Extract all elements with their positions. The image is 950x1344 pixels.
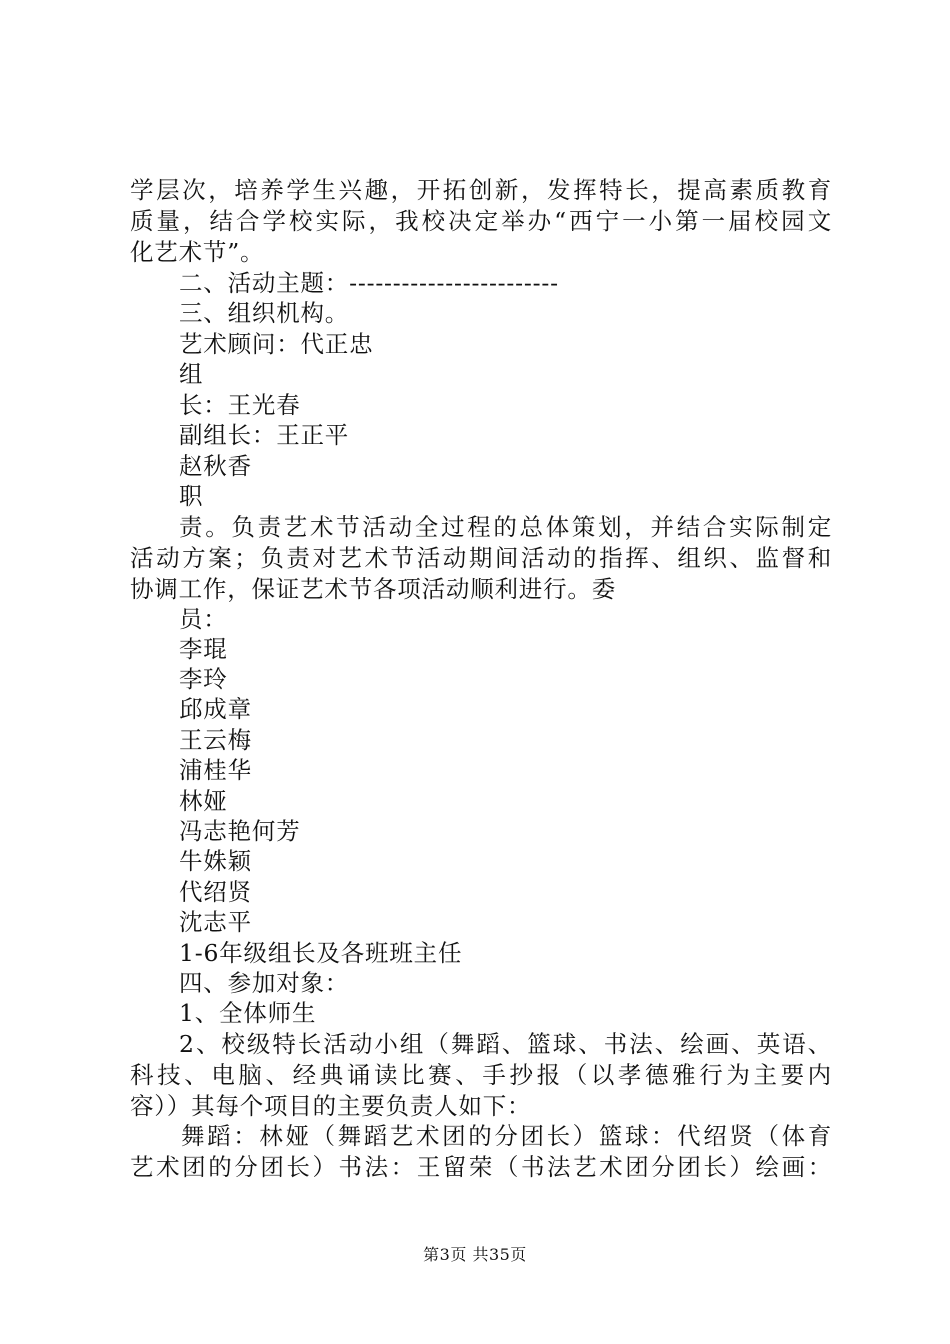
paragraph-line: 容））其每个项目的主要负责人如下： bbox=[130, 1092, 532, 1120]
page-number-footer: 第3页 共35页 bbox=[423, 1245, 527, 1264]
participant-item: 1、全体师生 bbox=[179, 999, 317, 1027]
deputy-leader-line: 副组长：王正平 bbox=[179, 421, 350, 449]
member-name: 沈志平 bbox=[179, 908, 252, 936]
member-name: 林娅 bbox=[179, 787, 228, 815]
member-name: 邱成章 bbox=[179, 695, 252, 723]
section-heading-participants: 四、参加对象： bbox=[179, 969, 350, 997]
paragraph-line: 艺术团的分团长）书法：王留荣（书法艺术团分团长）绘画： bbox=[130, 1153, 832, 1181]
paragraph-line: 化艺术节”。 bbox=[130, 238, 265, 266]
paragraph-line: 组 bbox=[179, 360, 204, 388]
member-name: 1-6年级组长及各班班主任 bbox=[179, 939, 463, 967]
paragraph-line: 学层次，培养学生兴趣，开拓创新，发挥特长，提高素质教育 bbox=[130, 176, 832, 204]
group-leader-line: 长：王光春 bbox=[179, 391, 301, 419]
member-name: 牛姝颖 bbox=[179, 847, 252, 875]
paragraph-line: 科技、电脑、经典诵读比赛、手抄报（以孝德雅行为主要内 bbox=[130, 1061, 832, 1089]
member-name: 王云梅 bbox=[179, 726, 252, 754]
name-line: 赵秋香 bbox=[179, 452, 252, 480]
duties-line: 协调工作，保证艺术节各项活动顺利进行。委 bbox=[130, 575, 616, 603]
duties-line: 活动方案；负责对艺术节活动期间活动的指挥、组织、监督和 bbox=[130, 544, 832, 572]
paragraph-line: 职 bbox=[179, 482, 204, 510]
member-name: 李琨 bbox=[179, 635, 228, 663]
members-label: 员： bbox=[179, 605, 228, 633]
section-heading-organization: 三、组织机构。 bbox=[179, 299, 350, 327]
member-name: 浦桂华 bbox=[179, 756, 252, 784]
member-name: 李玲 bbox=[179, 665, 228, 693]
participant-item: 2、校级特长活动小组（舞蹈、篮球、书法、绘画、英语、 bbox=[179, 1030, 832, 1058]
section-heading-theme: 二、活动主题：------------------------ bbox=[179, 269, 559, 297]
member-name: 代绍贤 bbox=[179, 878, 252, 906]
advisor-line: 艺术顾问：代正忠 bbox=[179, 330, 374, 358]
paragraph-line: 质量，结合学校实际，我校决定举办“西宁一小第一届校园文 bbox=[130, 207, 832, 235]
paragraph-line: 舞蹈：林娅（舞蹈艺术团的分团长）篮球：代绍贤（体育 bbox=[181, 1122, 832, 1150]
duties-line: 责。负责艺术节活动全过程的总体策划，并结合实际制定 bbox=[179, 513, 832, 541]
member-name: 冯志艳何芳 bbox=[179, 817, 301, 845]
